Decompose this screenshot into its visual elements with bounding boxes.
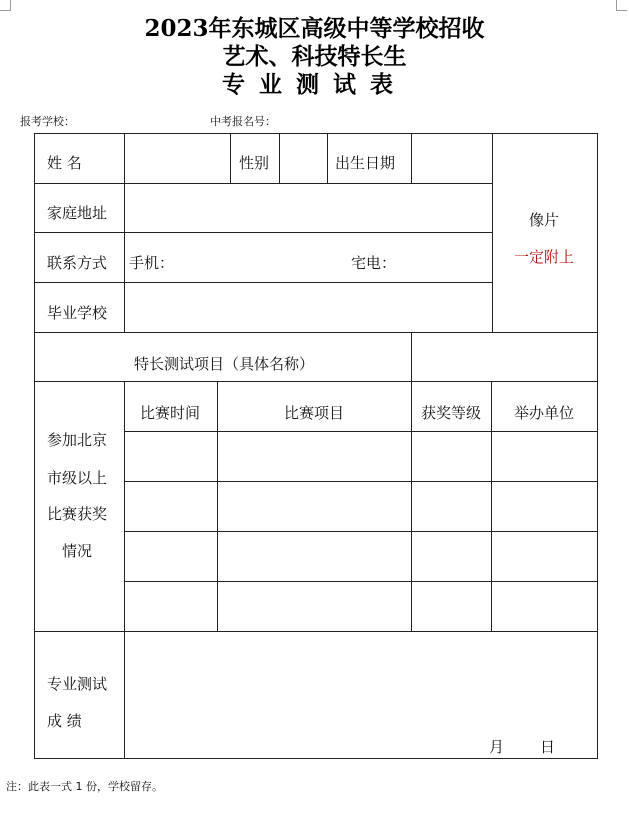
- footer-note: 注：此表一式 1 份，学校留存。: [6, 780, 163, 793]
- awards-column-header: 举办单位: [513, 404, 575, 422]
- exam-number-field-label: 中考报名号：: [210, 115, 276, 128]
- score-label-line: 专业测试: [47, 675, 108, 693]
- home-address-label: 家庭地址: [47, 204, 108, 222]
- awards-column-header: 获奖等级: [420, 404, 482, 422]
- application-form-table: [34, 133, 598, 759]
- row-divider: [35, 183, 492, 184]
- awards-label-line: 情况: [62, 542, 93, 560]
- specialty-test-item-label: 特长测试项目（具体名称）: [133, 355, 315, 373]
- row-divider: [35, 232, 492, 233]
- contact-label: 联系方式: [47, 254, 108, 272]
- column-divider: [124, 381, 125, 759]
- awards-column-header: 比赛项目: [283, 404, 345, 422]
- column-divider: [217, 381, 218, 631]
- month-label: 月: [489, 738, 505, 756]
- column-divider: [411, 332, 412, 381]
- awards-label-line: 市级以上: [47, 469, 108, 487]
- title-line-1: 2023年东城区高级中等学校招收: [144, 15, 485, 42]
- row-divider: [35, 332, 597, 333]
- day-label: 日: [540, 738, 556, 756]
- column-divider: [279, 134, 280, 183]
- column-divider: [327, 134, 328, 183]
- column-divider: [124, 134, 125, 332]
- row-divider: [35, 631, 597, 632]
- title-line-3: 专业测试表: [222, 71, 407, 98]
- row-divider: [124, 581, 597, 582]
- column-divider: [492, 134, 493, 332]
- awards-column-header: 比赛时间: [139, 404, 201, 422]
- row-divider: [124, 531, 597, 532]
- school-field-label: 报考学校：: [20, 115, 75, 128]
- name-label: 姓 名: [47, 154, 82, 172]
- birth-date-label: 出生日期: [335, 154, 396, 172]
- column-divider: [411, 381, 412, 631]
- mobile-label: 手机：: [129, 254, 175, 272]
- row-divider: [35, 381, 597, 382]
- column-divider: [411, 134, 412, 183]
- row-divider: [124, 431, 597, 432]
- score-label-line: 成 绩: [47, 712, 82, 730]
- photo-required-note: 一定附上: [513, 248, 575, 266]
- row-divider: [124, 481, 597, 482]
- row-divider: [35, 282, 492, 283]
- graduate-school-label: 毕业学校: [47, 304, 108, 322]
- photo-label: 像片: [528, 211, 560, 229]
- title-line-2: 艺术、科技特长生: [222, 43, 407, 70]
- gender-label: 性别: [239, 154, 270, 172]
- awards-label-line: 比赛获奖: [47, 505, 108, 523]
- home-phone-label: 宅电：: [351, 254, 397, 272]
- column-divider: [230, 134, 231, 183]
- awards-label-line: 参加北京: [47, 431, 108, 449]
- column-divider: [491, 381, 492, 631]
